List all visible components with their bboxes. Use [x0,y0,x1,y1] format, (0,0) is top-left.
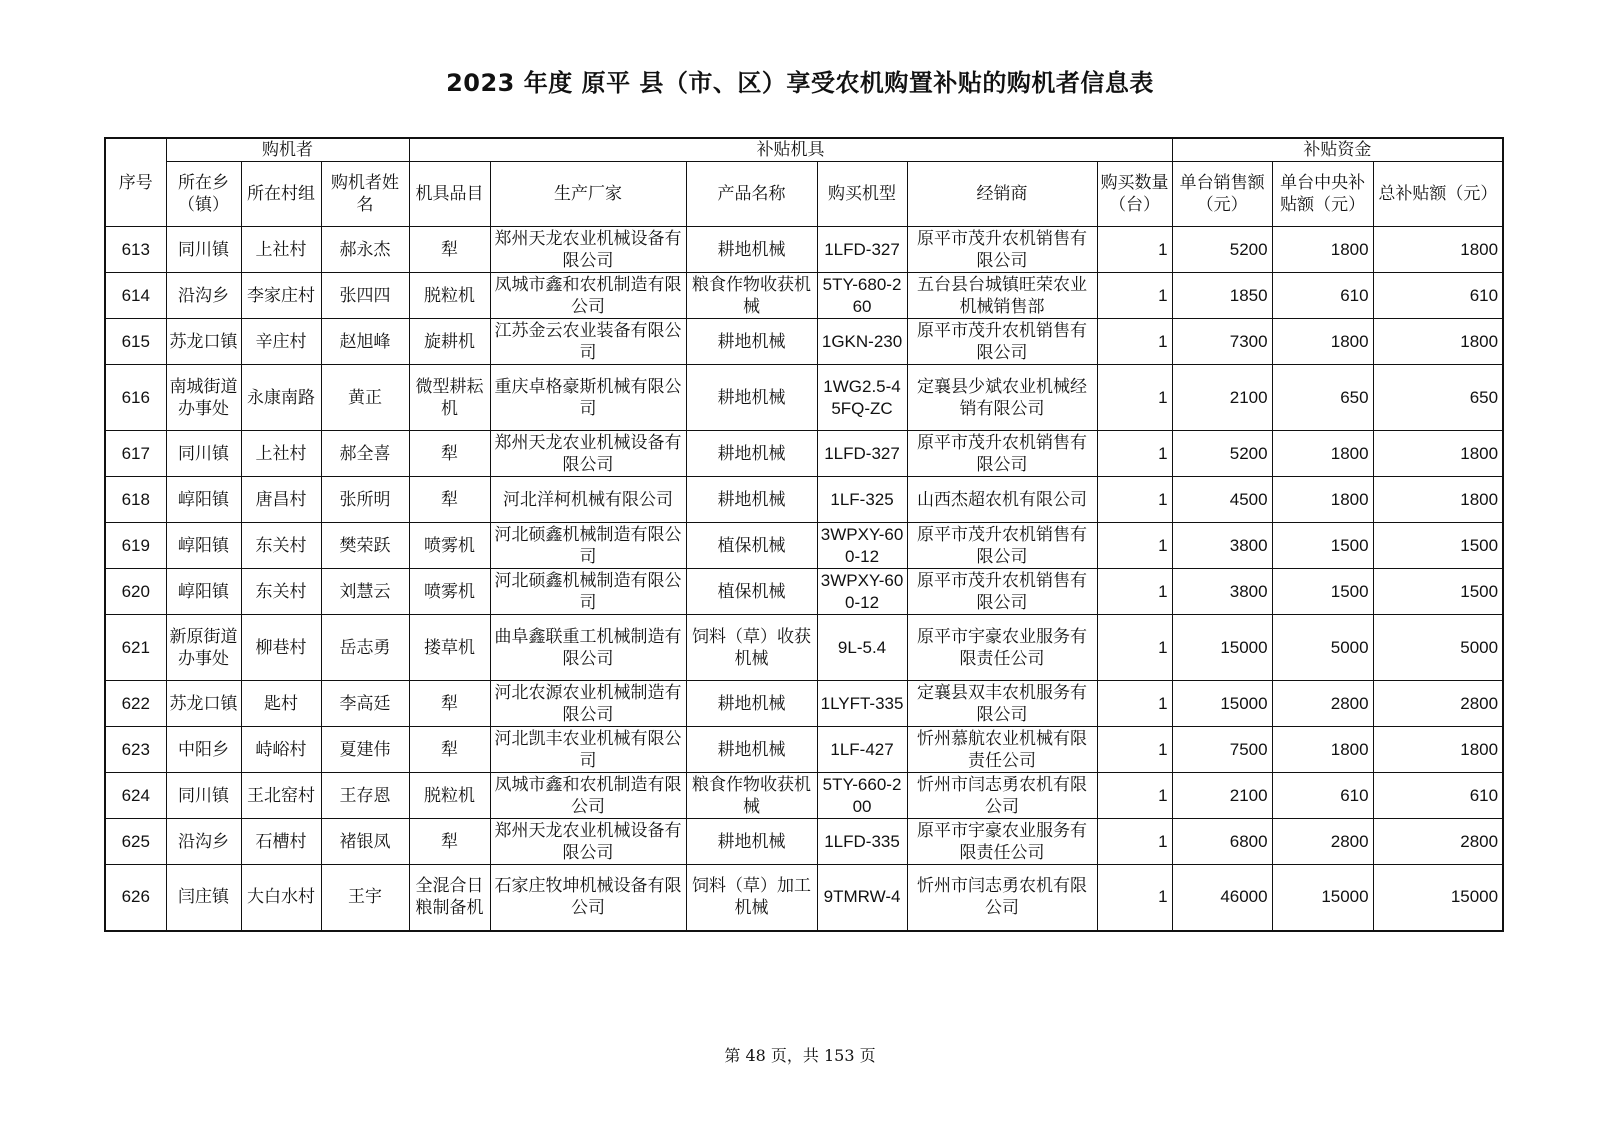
cell-village: 上社村 [241,431,321,477]
cell-total-subsidy: 1800 [1373,431,1503,477]
cell-manufacturer: 重庆卓格豪斯机械有限公司 [490,365,686,431]
cell-qty: 1 [1097,865,1172,931]
cell-price: 7300 [1172,319,1272,365]
cell-seq: 623 [105,727,166,773]
cell-buyer: 郝永杰 [321,227,409,273]
col-header-product: 产品名称 [686,162,817,227]
cell-dealer: 五台县台城镇旺荣农业机械销售部 [907,273,1097,319]
cell-total-subsidy: 1800 [1373,319,1503,365]
group-header-funds: 补贴资金 [1172,138,1503,162]
cell-buyer: 王宇 [321,865,409,931]
cell-model: 5TY-660-200 [817,773,907,819]
cell-manufacturer: 河北凯丰农业机械有限公司 [490,727,686,773]
cell-category: 脱粒机 [409,273,490,319]
table-row [105,615,1503,681]
table-row [105,819,1503,865]
cell-central-subsidy: 15000 [1272,865,1373,931]
cell-total-subsidy: 2800 [1373,681,1503,727]
cell-qty: 1 [1097,273,1172,319]
cell-seq: 622 [105,681,166,727]
cell-category: 喷雾机 [409,569,490,615]
table-row [105,431,1503,477]
cell-manufacturer: 江苏金云农业装备有限公司 [490,319,686,365]
table-row [105,773,1503,819]
col-header-central-subsidy: 单台中央补贴额（元） [1272,162,1373,227]
cell-total-subsidy: 2800 [1373,819,1503,865]
cell-product: 耕地机械 [686,319,817,365]
cell-qty: 1 [1097,727,1172,773]
cell-manufacturer: 曲阜鑫联重工机械制造有限公司 [490,615,686,681]
cell-total-subsidy: 1800 [1373,477,1503,523]
cell-category: 犁 [409,819,490,865]
cell-product: 粮食作物收获机械 [686,273,817,319]
cell-total-subsidy: 1800 [1373,227,1503,273]
col-header-model: 购买机型 [817,162,907,227]
cell-product: 耕地机械 [686,227,817,273]
table-row [105,727,1503,773]
cell-total-subsidy: 15000 [1373,865,1503,931]
cell-seq: 616 [105,365,166,431]
col-header-seq: 序号 [105,138,166,227]
cell-qty: 1 [1097,569,1172,615]
cell-product: 耕地机械 [686,681,817,727]
cell-buyer: 黄正 [321,365,409,431]
cell-buyer: 刘慧云 [321,569,409,615]
cell-dealer: 忻州慕航农业机械有限责任公司 [907,727,1097,773]
cell-village: 永康南路 [241,365,321,431]
col-header-price: 单台销售额（元） [1172,162,1272,227]
cell-central-subsidy: 1800 [1272,477,1373,523]
cell-buyer: 张四四 [321,273,409,319]
cell-dealer: 原平市茂升农机销售有限公司 [907,431,1097,477]
page-title: 2023 年度 原平 县（市、区）享受农机购置补贴的购机者信息表 [446,69,1154,97]
cell-model: 1LFD-335 [817,819,907,865]
cell-model: 9L-5.4 [817,615,907,681]
cell-manufacturer: 郑州天龙农业机械设备有限公司 [490,227,686,273]
cell-town: 同川镇 [166,431,241,477]
cell-total-subsidy: 1500 [1373,569,1503,615]
cell-category: 旋耕机 [409,319,490,365]
cell-town: 闫庄镇 [166,865,241,931]
cell-central-subsidy: 5000 [1272,615,1373,681]
cell-product: 耕地机械 [686,477,817,523]
table-row [105,319,1503,365]
cell-category: 微型耕耘机 [409,365,490,431]
cell-seq: 620 [105,569,166,615]
table-header [105,138,1503,227]
cell-model: 1LYFT-335 [817,681,907,727]
cell-central-subsidy: 610 [1272,773,1373,819]
cell-price: 46000 [1172,865,1272,931]
cell-product: 植保机械 [686,569,817,615]
group-header-buyer: 购机者 [166,138,409,162]
table-row [105,681,1503,727]
cell-town: 同川镇 [166,227,241,273]
cell-town: 中阳乡 [166,727,241,773]
cell-seq: 625 [105,819,166,865]
cell-buyer: 赵旭峰 [321,319,409,365]
cell-qty: 1 [1097,681,1172,727]
cell-town: 崞阳镇 [166,523,241,569]
cell-total-subsidy: 1500 [1373,523,1503,569]
cell-seq: 617 [105,431,166,477]
cell-price: 15000 [1172,615,1272,681]
cell-price: 2100 [1172,773,1272,819]
cell-price: 7500 [1172,727,1272,773]
cell-model: 3WPXY-600-12 [817,523,907,569]
cell-category: 喷雾机 [409,523,490,569]
cell-village: 东关村 [241,523,321,569]
cell-village: 石槽村 [241,819,321,865]
cell-central-subsidy: 610 [1272,273,1373,319]
cell-model: 3WPXY-600-12 [817,569,907,615]
cell-price: 6800 [1172,819,1272,865]
cell-price: 15000 [1172,681,1272,727]
table-body [105,227,1503,931]
cell-town: 崞阳镇 [166,477,241,523]
col-header-dealer: 经销商 [907,162,1097,227]
cell-central-subsidy: 1500 [1272,523,1373,569]
cell-dealer: 定襄县少斌农业机械经销有限公司 [907,365,1097,431]
cell-total-subsidy: 650 [1373,365,1503,431]
cell-model: 1LFD-327 [817,227,907,273]
cell-manufacturer: 郑州天龙农业机械设备有限公司 [490,431,686,477]
cell-total-subsidy: 1800 [1373,727,1503,773]
cell-village: 辛庄村 [241,319,321,365]
cell-product: 粮食作物收获机械 [686,773,817,819]
cell-village: 王北窑村 [241,773,321,819]
table-row [105,523,1503,569]
cell-central-subsidy: 1800 [1272,319,1373,365]
cell-dealer: 山西杰超农机有限公司 [907,477,1097,523]
cell-qty: 1 [1097,227,1172,273]
cell-dealer: 原平市茂升农机销售有限公司 [907,523,1097,569]
group-header-machine: 补贴机具 [409,138,1172,162]
cell-manufacturer: 凤城市鑫和农机制造有限公司 [490,273,686,319]
cell-model: 1LF-325 [817,477,907,523]
cell-buyer: 夏建伟 [321,727,409,773]
cell-qty: 1 [1097,319,1172,365]
cell-dealer: 原平市宇豪农业服务有限责任公司 [907,615,1097,681]
cell-central-subsidy: 2800 [1272,819,1373,865]
cell-category: 犁 [409,227,490,273]
table-row [105,365,1503,431]
cell-price: 1850 [1172,273,1272,319]
cell-town: 苏龙口镇 [166,319,241,365]
col-header-total-subsidy: 总补贴额（元） [1373,162,1503,227]
table-row [105,477,1503,523]
cell-village: 匙村 [241,681,321,727]
cell-town: 同川镇 [166,773,241,819]
cell-price: 5200 [1172,227,1272,273]
cell-seq: 624 [105,773,166,819]
cell-town: 沿沟乡 [166,819,241,865]
cell-buyer: 褚银凤 [321,819,409,865]
cell-qty: 1 [1097,819,1172,865]
cell-central-subsidy: 1800 [1272,727,1373,773]
cell-village: 李家庄村 [241,273,321,319]
cell-product: 耕地机械 [686,365,817,431]
cell-town: 苏龙口镇 [166,681,241,727]
cell-village: 大白水村 [241,865,321,931]
table-row [105,273,1503,319]
cell-town: 崞阳镇 [166,569,241,615]
cell-category: 犁 [409,477,490,523]
cell-manufacturer: 石家庄牧坤机械设备有限公司 [490,865,686,931]
cell-price: 4500 [1172,477,1272,523]
cell-manufacturer: 河北硕鑫机械制造有限公司 [490,523,686,569]
cell-dealer: 原平市茂升农机销售有限公司 [907,569,1097,615]
cell-seq: 618 [105,477,166,523]
cell-seq: 613 [105,227,166,273]
cell-category: 全混合日粮制备机 [409,865,490,931]
cell-central-subsidy: 650 [1272,365,1373,431]
cell-category: 搂草机 [409,615,490,681]
cell-buyer: 樊荣跃 [321,523,409,569]
cell-dealer: 原平市茂升农机销售有限公司 [907,319,1097,365]
cell-manufacturer: 郑州天龙农业机械设备有限公司 [490,819,686,865]
cell-village: 东关村 [241,569,321,615]
cell-qty: 1 [1097,431,1172,477]
cell-product: 植保机械 [686,523,817,569]
cell-dealer: 原平市茂升农机销售有限公司 [907,227,1097,273]
cell-product: 饲料（草）收获机械 [686,615,817,681]
cell-product: 耕地机械 [686,727,817,773]
cell-price: 3800 [1172,569,1272,615]
cell-manufacturer: 河北硕鑫机械制造有限公司 [490,569,686,615]
cell-model: 1LFD-327 [817,431,907,477]
cell-model: 1WG2.5-45FQ-ZC [817,365,907,431]
cell-buyer: 张所明 [321,477,409,523]
col-header-manufacturer: 生产厂家 [490,162,686,227]
cell-dealer: 忻州市闫志勇农机有限公司 [907,773,1097,819]
cell-manufacturer: 凤城市鑫和农机制造有限公司 [490,773,686,819]
cell-village: 柳巷村 [241,615,321,681]
cell-village: 峙峪村 [241,727,321,773]
cell-price: 3800 [1172,523,1272,569]
cell-central-subsidy: 1800 [1272,227,1373,273]
cell-seq: 626 [105,865,166,931]
cell-product: 耕地机械 [686,819,817,865]
cell-seq: 614 [105,273,166,319]
cell-total-subsidy: 610 [1373,273,1503,319]
cell-product: 饲料（草）加工机械 [686,865,817,931]
cell-qty: 1 [1097,523,1172,569]
cell-model: 9TMRW-4 [817,865,907,931]
cell-qty: 1 [1097,477,1172,523]
cell-village: 上社村 [241,227,321,273]
cell-seq: 621 [105,615,166,681]
cell-town: 沿沟乡 [166,273,241,319]
cell-category: 犁 [409,727,490,773]
cell-village: 唐昌村 [241,477,321,523]
cell-buyer: 岳志勇 [321,615,409,681]
cell-manufacturer: 河北农源农业机械制造有限公司 [490,681,686,727]
cell-model: 1GKN-230 [817,319,907,365]
cell-qty: 1 [1097,773,1172,819]
col-header-category: 机具品目 [409,162,490,227]
page-number: 第 48 页，共 153 页 [724,1046,876,1065]
table-row [105,569,1503,615]
cell-seq: 619 [105,523,166,569]
subsidy-table [104,137,1504,932]
cell-category: 犁 [409,431,490,477]
cell-dealer: 定襄县双丰农机服务有限公司 [907,681,1097,727]
col-header-qty: 购买数量（台） [1097,162,1172,227]
cell-category: 犁 [409,681,490,727]
cell-seq: 615 [105,319,166,365]
cell-model: 1LF-427 [817,727,907,773]
cell-product: 耕地机械 [686,431,817,477]
cell-dealer: 忻州市闫志勇农机有限公司 [907,865,1097,931]
cell-buyer: 王存恩 [321,773,409,819]
cell-price: 5200 [1172,431,1272,477]
cell-town: 南城街道办事处 [166,365,241,431]
cell-qty: 1 [1097,365,1172,431]
cell-price: 2100 [1172,365,1272,431]
col-header-buyer: 购机者姓名 [321,162,409,227]
cell-total-subsidy: 610 [1373,773,1503,819]
cell-model: 5TY-680-260 [817,273,907,319]
cell-qty: 1 [1097,615,1172,681]
table-row [105,865,1503,931]
cell-central-subsidy: 1500 [1272,569,1373,615]
table-row [105,227,1503,273]
col-header-village: 所在村组 [241,162,321,227]
cell-town: 新原街道办事处 [166,615,241,681]
cell-central-subsidy: 2800 [1272,681,1373,727]
cell-total-subsidy: 5000 [1373,615,1503,681]
cell-buyer: 李高廷 [321,681,409,727]
cell-dealer: 原平市宇豪农业服务有限责任公司 [907,819,1097,865]
cell-manufacturer: 河北洋柯机械有限公司 [490,477,686,523]
col-header-town: 所在乡（镇） [166,162,241,227]
cell-buyer: 郝全喜 [321,431,409,477]
cell-central-subsidy: 1800 [1272,431,1373,477]
cell-category: 脱粒机 [409,773,490,819]
